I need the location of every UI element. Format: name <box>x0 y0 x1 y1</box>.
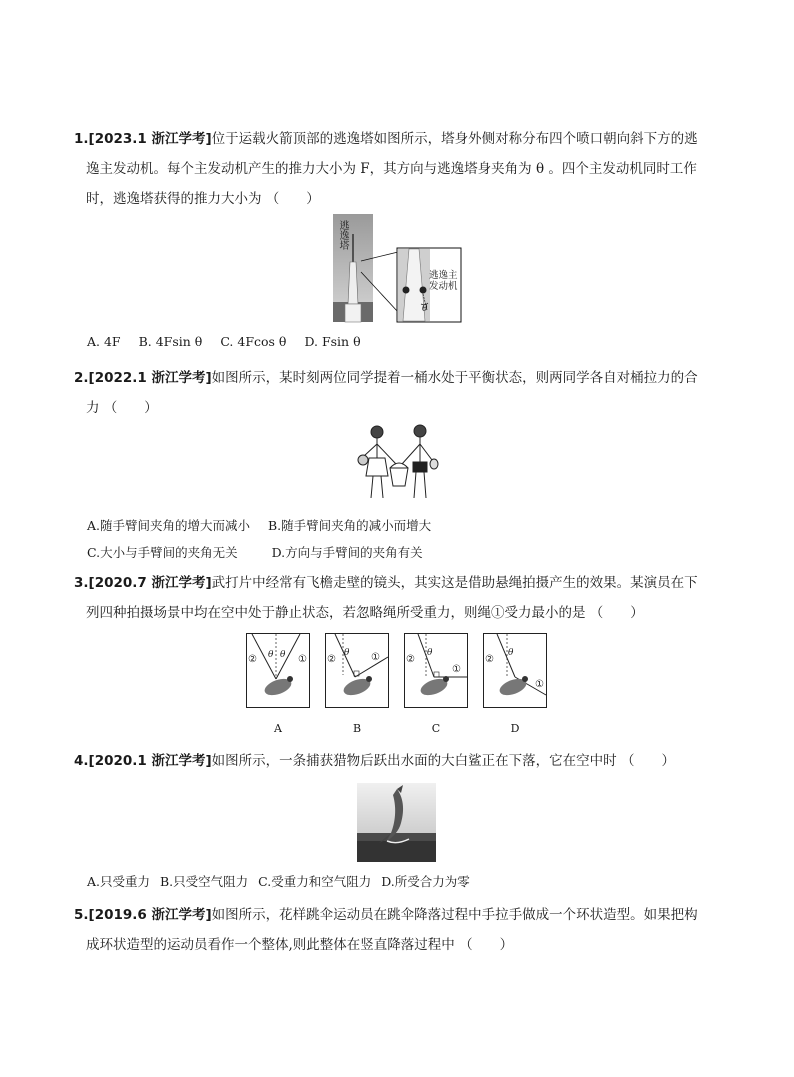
option-c[interactable]: C. 4Fcos θ <box>220 334 287 349</box>
question-5 <box>74 900 734 960</box>
scene-d-drawing <box>483 633 547 708</box>
option-a[interactable]: A. 4F <box>87 334 121 349</box>
option-b[interactable]: B.只受空气阻力 <box>160 874 249 889</box>
scene-panel-b: ② ① θ <box>325 633 389 708</box>
question-2-options <box>87 512 445 566</box>
scene-panel-c: ② ① θ <box>404 633 468 708</box>
question-text: 成环状造型的运动员看作一个整体,则此整体在竖直降落过程中 （ ） <box>86 937 514 953</box>
question-text: 如图所示，一条捕获猎物后跃出水面的大白鲨正在下落，它在空中时 （ ） <box>211 753 675 769</box>
question-3 <box>74 568 734 628</box>
question-source-tag: [2020.7 浙江学考] <box>88 575 212 591</box>
option-d[interactable]: D.方向与手臂间的夹角有关 <box>271 545 423 560</box>
tower-label: 逃逸塔 <box>337 220 348 250</box>
option-b[interactable]: B. 4Fsin θ <box>138 334 203 349</box>
option-a[interactable]: A.只受重力 <box>87 874 151 889</box>
question-text: 力 （ ） <box>86 400 158 416</box>
panel-c-label: C <box>431 722 441 735</box>
question-number: 4. <box>74 753 89 769</box>
question-number: 3. <box>74 575 89 591</box>
option-b[interactable]: B.随手臂间夹角的减小而增大 <box>268 518 432 533</box>
panel-d-label: D <box>510 722 520 735</box>
option-c[interactable]: C.受重力和空气阻力 <box>258 874 372 889</box>
question-text: 逸主发动机。每个主发动机产生的推力大小为 F，其方向与逃逸塔身夹角为 θ 。四个主发动机同时工作 <box>86 161 697 177</box>
question-text: 位于运载火箭顶部的逃逸塔如图所示，塔身外侧对称分布四个喷口朝向斜下方的逃 <box>211 131 698 147</box>
question-1-options <box>87 334 375 349</box>
option-c[interactable]: C.大小与手臂间的夹角无关 <box>87 545 238 560</box>
question-1 <box>74 124 734 214</box>
theta-label: θ <box>422 304 428 314</box>
scene-b-drawing <box>325 633 389 708</box>
option-d[interactable]: D. Fsin θ <box>304 334 361 349</box>
question-number: 1. <box>74 131 89 147</box>
shark-image <box>357 783 436 862</box>
question-source-tag: [2020.1 浙江学考] <box>88 753 212 769</box>
question-source-tag: [2023.1 浙江学考] <box>88 131 212 147</box>
question-text: 如图所示，花样跳伞运动员在跳伞降落过程中手拉手做成一个环状造型。如果把构 <box>211 907 698 923</box>
students-drawing <box>352 420 442 506</box>
option-d[interactable]: D.所受合力为零 <box>381 874 470 889</box>
question-source-tag: [2019.6 浙江学考] <box>88 907 212 923</box>
panel-a-label: A <box>274 722 282 735</box>
question-text: 时，逃逸塔获得的推力大小为 （ ） <box>86 191 320 207</box>
question-text: 武打片中经常有飞檐走壁的镜头，其实这是借助悬绳拍摄产生的效果。某演员在下 <box>211 575 698 591</box>
question-4 <box>74 746 734 776</box>
question-number: 2. <box>74 370 89 386</box>
question-4-options <box>87 872 484 890</box>
shark-photo <box>357 783 436 862</box>
scene-a-drawing <box>246 633 310 708</box>
scene-panel-a: ② ① θ θ <box>246 633 310 708</box>
option-a[interactable]: A.随手臂间夹角的增大而减小 <box>87 518 251 533</box>
two-students-bucket-figure <box>352 420 442 506</box>
panel-b-label: B <box>352 722 362 735</box>
question-2 <box>74 363 734 423</box>
question-source-tag: [2022.1 浙江学考] <box>88 370 212 386</box>
scene-panel-d: ② ① θ <box>483 633 547 708</box>
question-text: 如图所示，某时刻两位同学提着一桶水处于平衡状态，则两同学各自对桶拉力的合 <box>211 370 698 386</box>
question-text: 列四种拍摄场景中均在空中处于静止状态，若忽略绳所受重力，则绳①受力最小的是 （ ） <box>86 605 644 621</box>
escape-tower-image <box>333 214 463 324</box>
engine-label: 逃逸主 发动机 <box>429 270 458 292</box>
escape-tower-figure <box>333 214 463 324</box>
question-number: 5. <box>74 907 89 923</box>
